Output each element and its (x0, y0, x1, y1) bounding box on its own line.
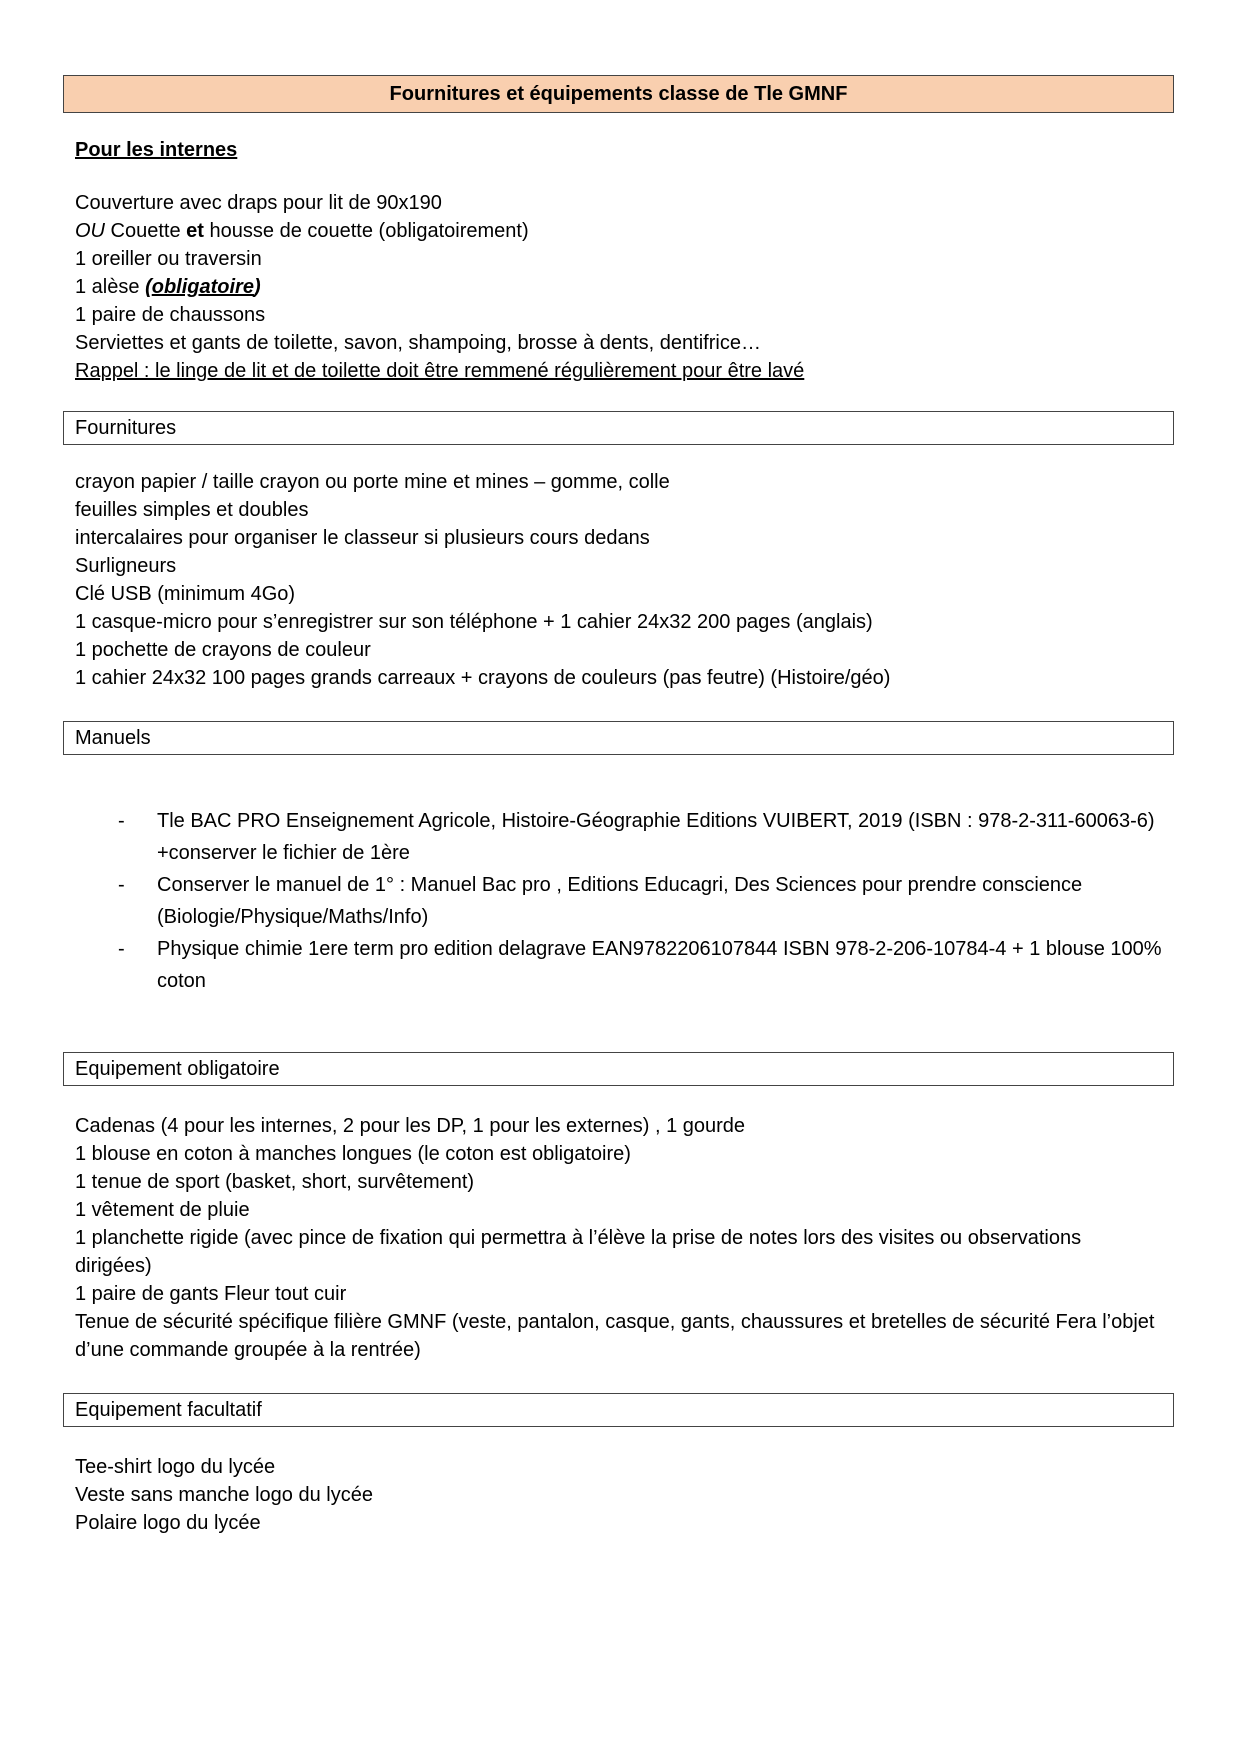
bullet-dash: - (118, 874, 125, 896)
list-item: 1 tenue de sport (basket, short, survêtement) (75, 1171, 475, 1193)
list-item: Veste sans manche logo du lycée (75, 1484, 373, 1506)
list-item: Tee-shirt logo du lycée (75, 1456, 276, 1478)
list-item: 1 casque-micro pour s’enregistrer sur son téléphone + 1 cahier 24x32 200 pages (anglais) (75, 611, 873, 633)
list-item: 1 planchette rigide (avec pince de fixation qui permettra à l’élève la prise de notes lors des visites ou observations dirigées) (75, 1227, 1082, 1277)
list-item: Cadenas (4 pour les internes, 2 pour les DP, 1 pour les externes) , 1 gourde (75, 1115, 746, 1137)
internes-rappel: Rappel : le linge de lit et de toilette doit être remmené régulièrement pour être lavé (75, 360, 805, 382)
list-item: intercalaires pour organiser le classeur si plusieurs cours dedans (75, 527, 650, 549)
manuel-text: Physique chimie 1ere term pro edition delagrave EAN9782206107844 ISBN 978-2-206-10784-4 + 1 blouse 100% coton (157, 938, 1162, 992)
bullet-dash: - (118, 938, 125, 960)
internes-line-toilette: Serviettes et gants de toilette, savon, shampoing, brosse à dents, dentifrice… (75, 332, 761, 354)
manuels-list (118, 805, 1173, 997)
facultatif-list (75, 1453, 1170, 1537)
list-item: feuilles simples et doubles (75, 499, 309, 521)
list-item: Clé USB (minimum 4Go) (75, 583, 296, 605)
obligatoire-text: obligatoire (151, 276, 254, 298)
internes-line-oreiller: 1 oreiller ou traversin (75, 248, 262, 270)
manuels-heading: Manuels (63, 721, 1174, 755)
fournitures-list (75, 468, 1170, 692)
internes-line-couette (75, 217, 1170, 245)
document-title: Fournitures et équipements classe de Tle GMNF (63, 75, 1174, 113)
internes-line-chaussons: 1 paire de chaussons (75, 304, 266, 326)
list-item (118, 933, 1173, 997)
ou-text: OU (75, 220, 105, 242)
internes-section (75, 136, 1170, 164)
obligatoire-heading: Equipement obligatoire (63, 1052, 1174, 1086)
internes-heading: Pour les internes (75, 139, 238, 161)
internes-line-couverture: Couverture avec draps pour lit de 90x190 (75, 192, 442, 214)
paren-close: ) (253, 276, 261, 298)
list-item: 1 paire de gants Fleur tout cuir (75, 1283, 347, 1305)
manuel-text: Conserver le manuel de 1° : Manuel Bac pro , Editions Educagri, Des Sciences pour prendre conscience (Biologie/Physique/Maths/Info) (157, 874, 1083, 928)
fournitures-heading: Fournitures (63, 411, 1174, 445)
paren-open: ( (145, 276, 152, 298)
list-item: 1 blouse en coton à manches longues (le coton est obligatoire) (75, 1143, 631, 1165)
list-item: Tenue de sécurité spécifique filière GMNF (veste, pantalon, casque, gants, chaussures et bretelles de sécurité Fera l’objet d’une commande groupée à la rentrée) (75, 1311, 1155, 1361)
et-text: et (186, 220, 204, 242)
housse-text: housse de couette (obligatoirement) (203, 220, 529, 242)
list-item: Polaire logo du lycée (75, 1512, 261, 1534)
list-item: 1 cahier 24x32 100 pages grands carreaux + crayons de couleurs (pas feutre) (Histoire/géo) (75, 667, 891, 689)
internes-list (75, 189, 1170, 385)
list-item: crayon papier / taille crayon ou porte mine et mines – gomme, colle (75, 471, 670, 493)
bullet-dash: - (118, 810, 125, 832)
alese-text: 1 alèse (75, 276, 146, 298)
manuel-text: Tle BAC PRO Enseignement Agricole, Histoire-Géographie Editions VUIBERT, 2019 (ISBN : 978-2-311-60063-6) +conserver le fichier de 1ère (157, 810, 1155, 864)
list-item (118, 805, 1173, 869)
list-item: 1 pochette de crayons de couleur (75, 639, 371, 661)
obligatoire-list (75, 1112, 1155, 1364)
internes-line-alese (75, 273, 1170, 301)
facultatif-heading: Equipement facultatif (63, 1393, 1174, 1427)
list-item (118, 869, 1173, 933)
couette-text: Couette (105, 220, 187, 242)
list-item: 1 vêtement de pluie (75, 1199, 250, 1221)
list-item: Surligneurs (75, 555, 177, 577)
